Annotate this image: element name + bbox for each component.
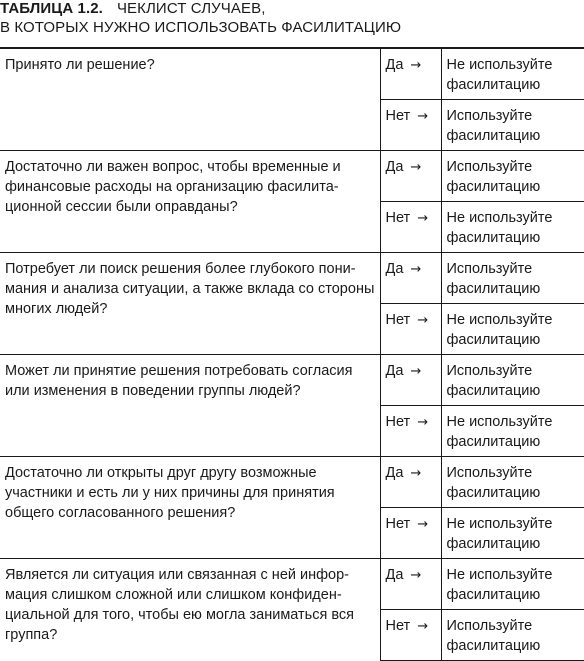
arrow-right-icon: → xyxy=(410,364,422,379)
recommendation-no-cell xyxy=(441,406,584,457)
recommendation-yes-text: Используйте фасилитацию xyxy=(446,363,541,399)
arrow-right-icon: → xyxy=(417,211,429,226)
recommendation-yes-text: Используйте фасилитацию xyxy=(446,159,541,195)
answer-no-label: Нет xyxy=(385,108,411,124)
table-row xyxy=(0,355,584,406)
answer-yes-label: Да xyxy=(385,567,404,583)
question-cell: Принято ли решение? xyxy=(0,48,380,151)
table-caption xyxy=(0,0,584,42)
recommendation-no-text: Не используйте фасилитацию xyxy=(446,312,553,348)
arrow-right-icon: → xyxy=(417,517,429,532)
answer-no-label: Нет xyxy=(385,516,411,532)
recommendation-no-cell xyxy=(441,508,584,559)
answer-no-cell xyxy=(380,304,441,355)
table-row xyxy=(0,253,584,304)
table-row xyxy=(0,151,584,202)
recommendation-yes-text: Используйте фасилитацию xyxy=(446,261,541,297)
answer-no-cell xyxy=(380,100,441,151)
recommendation-no-text: Не используйте фасилитацию xyxy=(446,516,553,552)
answer-yes-label: Да xyxy=(385,159,404,175)
answer-no-cell xyxy=(380,406,441,457)
arrow-right-icon: → xyxy=(410,58,422,73)
arrow-right-icon: → xyxy=(417,109,429,124)
recommendation-no-text: Используйте фасилитацию xyxy=(446,108,541,144)
answer-yes-label: Да xyxy=(385,363,404,379)
recommendation-yes-text: Не используйте фасилитацию xyxy=(446,57,553,93)
answer-yes-cell xyxy=(380,559,441,610)
recommendation-no-text: Не используйте фасилитацию xyxy=(446,210,553,246)
answer-no-cell xyxy=(380,508,441,559)
question-cell: Потребует ли поиск решения более глубокого понимания и анализа ситуации, а также вклада со стороны многих людей? xyxy=(0,253,380,355)
recommendation-yes-text: Не используйте фасилитацию xyxy=(446,567,553,603)
table-row xyxy=(0,457,584,508)
recommendation-no-cell xyxy=(441,202,584,253)
answer-no-label: Нет xyxy=(385,210,411,226)
arrow-right-icon: → xyxy=(410,568,422,583)
recommendation-no-cell xyxy=(441,100,584,151)
answer-no-label: Нет xyxy=(385,618,411,634)
answer-yes-cell xyxy=(380,48,441,100)
recommendation-no-cell xyxy=(441,304,584,355)
answer-yes-label: Да xyxy=(385,465,404,481)
recommendation-yes-cell xyxy=(441,253,584,304)
table-row xyxy=(0,559,584,610)
recommendation-yes-cell xyxy=(441,48,584,100)
question-cell: Может ли принятие решения потребовать согласия или изменения в поведении группы людей? xyxy=(0,355,380,457)
answer-no-label: Нет xyxy=(385,414,411,430)
arrow-right-icon: → xyxy=(417,619,429,634)
recommendation-no-text: Не используйте фасилитацию xyxy=(446,414,553,450)
answer-no-label: Нет xyxy=(385,312,411,328)
question-cell: Достаточно ли открыты друг другу возможные участники и есть ли у них причины для принятия общего согласованного решения? xyxy=(0,457,380,559)
checklist-table xyxy=(0,47,584,661)
recommendation-no-cell xyxy=(441,610,584,661)
arrow-right-icon: → xyxy=(417,313,429,328)
recommendation-yes-cell xyxy=(441,559,584,610)
answer-no-cell xyxy=(380,202,441,253)
caption-line-2: В КОТОРЫХ НУЖНО ИСПОЛЬЗОВАТЬ ФАСИЛИТАЦИЮ xyxy=(0,19,402,36)
answer-yes-cell xyxy=(380,457,441,508)
recommendation-yes-cell xyxy=(441,355,584,406)
table-number: ТАБЛИЦА 1.2. xyxy=(0,0,103,17)
arrow-right-icon: → xyxy=(417,415,429,430)
answer-yes-cell xyxy=(380,355,441,406)
recommendation-yes-text: Используйте фасилитацию xyxy=(446,465,541,501)
question-cell: Достаточно ли важен вопрос, чтобы временные и финансовые расходы на организацию фасилитационной сессии были оправданы? xyxy=(0,151,380,253)
question-cell: Является ли ситуация или связанная с ней информация слишком сложной или слишком конфиденциальной для того, чтобы ею могла заниматься вся группа? xyxy=(0,559,380,661)
caption-text-1: ЧЕКЛИСТ СЛУЧАЕВ, xyxy=(116,0,266,17)
table-row xyxy=(0,48,584,100)
arrow-right-icon: → xyxy=(410,466,422,481)
answer-yes-cell xyxy=(380,151,441,202)
recommendation-yes-cell xyxy=(441,457,584,508)
arrow-right-icon: → xyxy=(410,262,422,277)
answer-yes-label: Да xyxy=(385,261,404,277)
recommendation-yes-cell xyxy=(441,151,584,202)
recommendation-no-text: Используйте фасилитацию xyxy=(446,618,541,654)
caption-line-1 xyxy=(0,0,265,18)
checklist-table-body xyxy=(0,48,584,661)
answer-no-cell xyxy=(380,610,441,661)
arrow-right-icon: → xyxy=(410,160,422,175)
answer-yes-cell xyxy=(380,253,441,304)
answer-yes-label: Да xyxy=(385,57,404,73)
